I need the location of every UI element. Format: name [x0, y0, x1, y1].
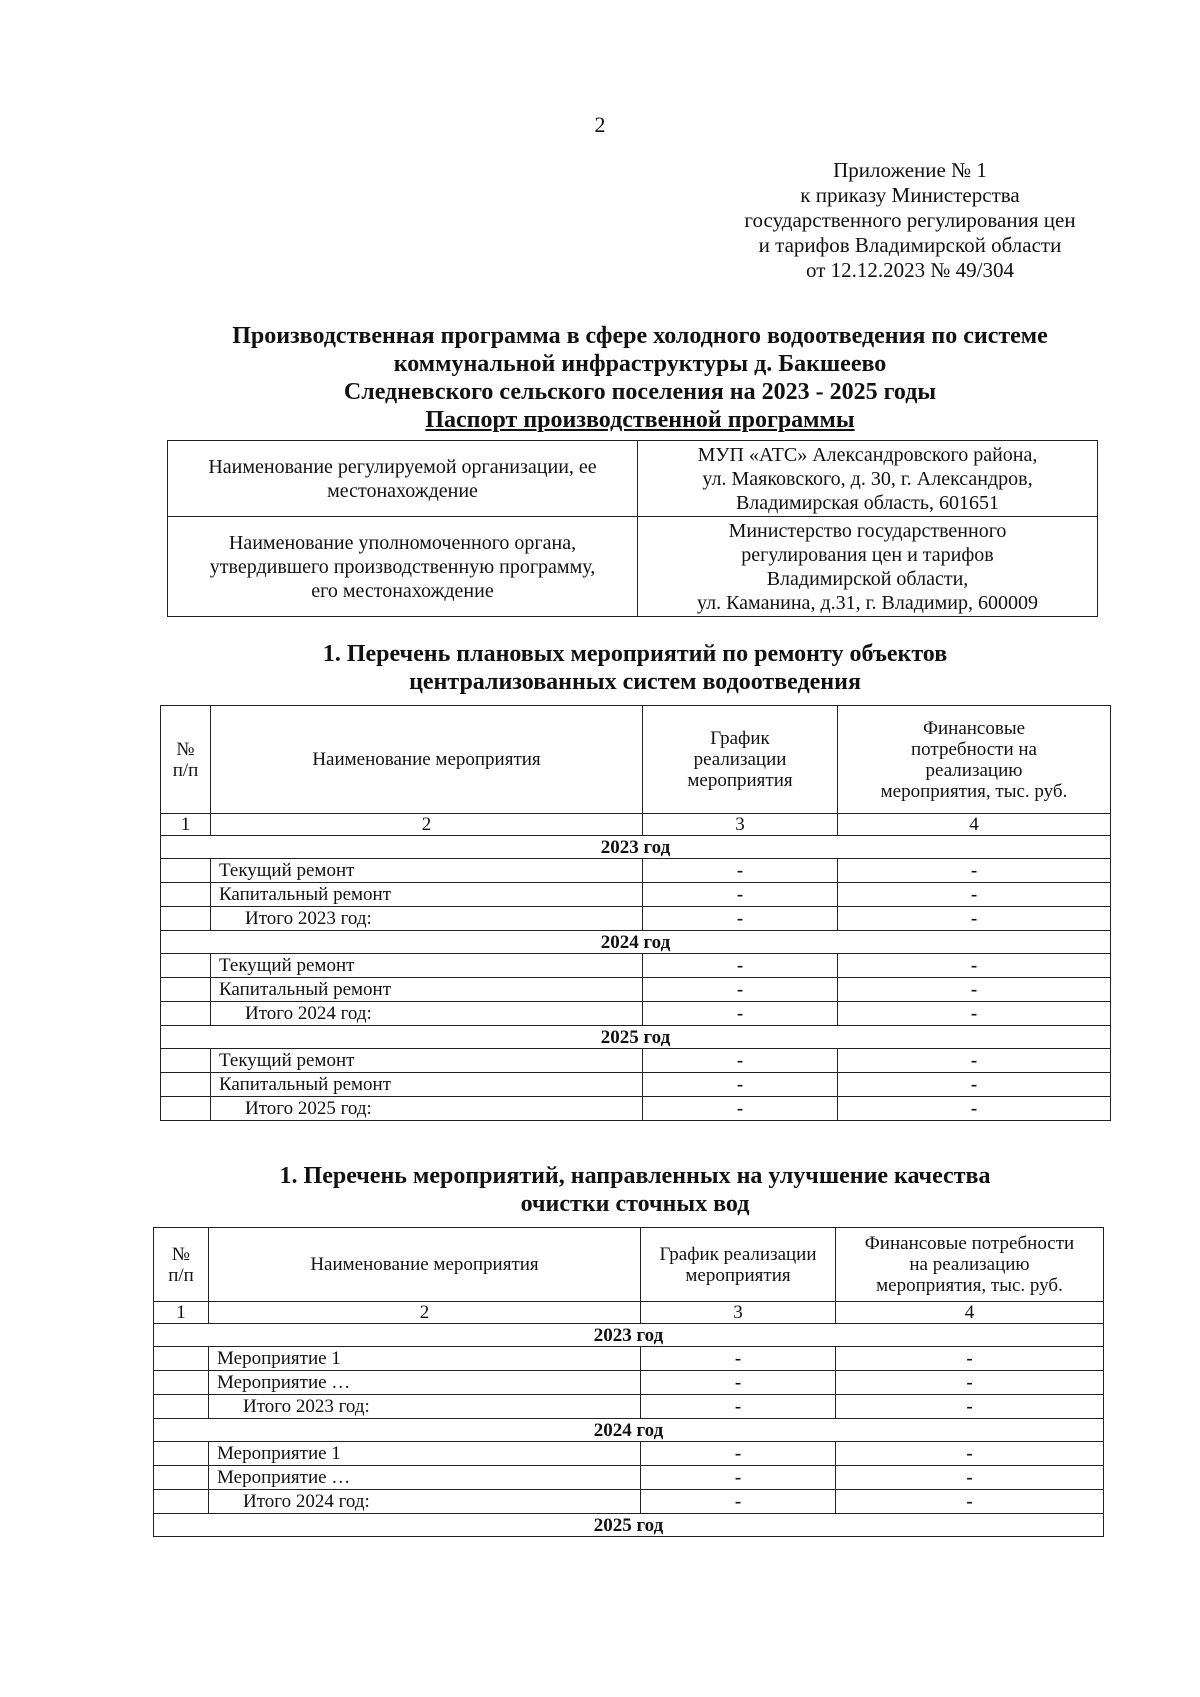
row-schedule: - [643, 883, 838, 907]
year-row [161, 836, 1111, 859]
column-number: 1 [161, 814, 211, 836]
table-header-row [161, 706, 1111, 814]
table-row-total [154, 1490, 1104, 1514]
title-line: коммунальной инфраструктуры д. Бакшеево [393, 351, 887, 377]
passport-value [638, 517, 1098, 617]
row-name: Итого 2024 год: [211, 1002, 643, 1026]
row-finance: - [838, 907, 1111, 931]
row-name: Итого 2025 год: [211, 1097, 643, 1121]
column-number: 4 [838, 814, 1111, 836]
passport-label-line: Наименование уполномоченного органа, [228, 531, 577, 554]
row-finance: - [838, 1073, 1111, 1097]
passport-value-line: Владимирская область, 601651 [735, 491, 1000, 514]
table-row [154, 1371, 1104, 1395]
header-line: № [176, 738, 195, 760]
table-row-total [161, 1097, 1111, 1121]
section1-title [160, 640, 1110, 696]
row-finance: - [838, 1002, 1111, 1026]
row-name: Текущий ремонт [211, 1049, 643, 1073]
passport-value-line: ул. Маяковского, д. 30, г. Александров, [702, 467, 1033, 490]
appendix-line: от 12.12.2023 № 49/304 [805, 258, 1015, 282]
header-num [161, 706, 211, 814]
section-title-line: 1. Перечень плановых мероприятий по ремонту объектов [322, 641, 948, 667]
row-finance: - [838, 1049, 1111, 1073]
year-row [154, 1324, 1104, 1347]
section-title-line: централизованных систем водоотведения [409, 669, 861, 695]
passport-value-line: МУП «АТС» Александровского района, [697, 443, 1038, 466]
row-finance: - [836, 1490, 1104, 1514]
passport-row-organization [168, 441, 1098, 517]
row-schedule: - [643, 1002, 838, 1026]
year-row [154, 1514, 1104, 1537]
passport-value [638, 441, 1098, 517]
passport-label-line: утвердившего производственную программу, [209, 555, 596, 578]
header-num [154, 1228, 209, 1302]
section2-title [160, 1162, 1110, 1218]
year-label: 2024 год [154, 1419, 1104, 1442]
year-label: 2025 год [154, 1514, 1104, 1537]
row-schedule: - [641, 1490, 836, 1514]
header-finance [836, 1228, 1104, 1302]
row-schedule: - [641, 1347, 836, 1371]
column-number: 4 [836, 1302, 1104, 1324]
document-title [160, 322, 1120, 434]
row-name: Капитальный ремонт [211, 978, 643, 1002]
row-name: Текущий ремонт [211, 859, 643, 883]
repair-plan-table [160, 705, 1111, 1121]
title-line: Следневского сельского поселения на 2023 - 2025 годы [343, 379, 937, 405]
table-row [161, 1073, 1111, 1097]
row-schedule: - [643, 907, 838, 931]
year-label: 2023 год [161, 836, 1111, 859]
row-schedule: - [643, 954, 838, 978]
header-schedule [641, 1228, 836, 1302]
header-line: реализации [693, 749, 787, 770]
row-finance: - [836, 1442, 1104, 1466]
section-title-line: 1. Перечень мероприятий, направленных на улучшение качества [279, 1163, 991, 1189]
column-number-row [161, 814, 1111, 836]
header-line: мероприятия [685, 1264, 791, 1286]
header-line: потребности на [911, 738, 1037, 760]
header-line: п/п [168, 1264, 194, 1286]
appendix-note [700, 158, 1120, 283]
row-name: Мероприятие … [209, 1371, 641, 1395]
year-row [161, 931, 1111, 954]
row-schedule: - [643, 1049, 838, 1073]
row-name: Итого 2024 год: [209, 1490, 641, 1514]
row-finance: - [836, 1395, 1104, 1419]
header-finance [838, 706, 1111, 814]
table-row-total [161, 1002, 1111, 1026]
row-finance: - [838, 1097, 1111, 1121]
row-name: Итого 2023 год: [211, 907, 643, 931]
passport-value-line: ул. Каманина, д.31, г. Владимир, 600009 [697, 591, 1038, 614]
table-row [161, 883, 1111, 907]
header-line: мероприятия, тыс. руб. [880, 780, 1068, 802]
year-row [161, 1026, 1111, 1049]
row-finance: - [838, 978, 1111, 1002]
year-label: 2024 год [161, 931, 1111, 954]
header-schedule [643, 706, 838, 814]
row-schedule: - [643, 859, 838, 883]
row-schedule: - [641, 1371, 836, 1395]
column-number: 2 [211, 814, 643, 836]
appendix-line: к приказу Министерства [800, 183, 1020, 207]
passport-label [168, 517, 638, 617]
appendix-line: Приложение № 1 [833, 158, 987, 182]
row-schedule: - [641, 1466, 836, 1490]
passport-title: Паспорт производственной программы [425, 407, 855, 433]
row-schedule: - [643, 1073, 838, 1097]
passport-label-line: местонахождение [327, 479, 478, 502]
table-row [154, 1347, 1104, 1371]
wastewater-quality-table [153, 1227, 1104, 1537]
row-name: Текущий ремонт [211, 954, 643, 978]
row-name: Мероприятие 1 [209, 1347, 641, 1371]
header-line: п/п [172, 759, 199, 781]
section-title-line: очистки сточных вод [520, 1191, 750, 1217]
row-name: Капитальный ремонт [211, 883, 643, 907]
header-line: Финансовые потребности [864, 1233, 1075, 1254]
table-row-total [161, 907, 1111, 931]
header-line: реализацию [925, 759, 1023, 781]
row-finance: - [838, 883, 1111, 907]
passport-value-line: Владимирской области, [766, 567, 969, 590]
passport-row-authority [168, 517, 1098, 617]
row-name: Итого 2023 год: [209, 1395, 641, 1419]
appendix-line: государственного регулирования цен [744, 208, 1076, 232]
row-name: Мероприятие 1 [209, 1442, 641, 1466]
year-row [154, 1419, 1104, 1442]
year-label: 2025 год [161, 1026, 1111, 1049]
table-row [161, 1049, 1111, 1073]
passport-value-line: регулирования цен и тарифов [741, 543, 994, 566]
row-schedule: - [641, 1395, 836, 1419]
passport-label-line: Наименование регулируемой организации, ее [208, 455, 597, 478]
table-header-row [154, 1228, 1104, 1302]
header-name: Наименование мероприятия [209, 1228, 641, 1302]
passport-value-line: Министерство государственного [728, 519, 1007, 542]
header-line: График реализации [659, 1243, 817, 1265]
row-name: Капитальный ремонт [211, 1073, 643, 1097]
column-number: 1 [154, 1302, 209, 1324]
table-row [161, 859, 1111, 883]
table-row [161, 978, 1111, 1002]
header-line: мероприятия [687, 770, 793, 791]
passport-label [168, 441, 638, 517]
row-finance: - [836, 1347, 1104, 1371]
row-finance: - [838, 859, 1111, 883]
row-finance: - [838, 954, 1111, 978]
header-line: на реализацию [909, 1254, 1030, 1275]
table-row [154, 1442, 1104, 1466]
passport-label-line: его местонахождение [311, 579, 494, 602]
page-number: 2 [594, 112, 606, 137]
column-number: 3 [641, 1302, 836, 1324]
column-number: 2 [209, 1302, 641, 1324]
row-schedule: - [641, 1442, 836, 1466]
table-row [154, 1466, 1104, 1490]
row-finance: - [836, 1371, 1104, 1395]
column-number-row [154, 1302, 1104, 1324]
table-row [161, 954, 1111, 978]
title-line: Производственная программа в сфере холодного водоотведения по системе [232, 323, 1048, 349]
row-schedule: - [643, 1097, 838, 1121]
row-name: Мероприятие … [209, 1466, 641, 1490]
row-schedule: - [643, 978, 838, 1002]
header-line: График [710, 728, 770, 749]
year-label: 2023 год [154, 1324, 1104, 1347]
column-number: 3 [643, 814, 838, 836]
table-row-total [154, 1395, 1104, 1419]
header-line: Финансовые [922, 717, 1026, 739]
header-name: Наименование мероприятия [211, 706, 643, 814]
header-line: № [171, 1243, 191, 1265]
row-finance: - [836, 1466, 1104, 1490]
passport-table [167, 440, 1098, 617]
appendix-line: и тарифов Владимирской области [758, 233, 1062, 257]
header-line: мероприятия, тыс. руб. [876, 1275, 1063, 1296]
